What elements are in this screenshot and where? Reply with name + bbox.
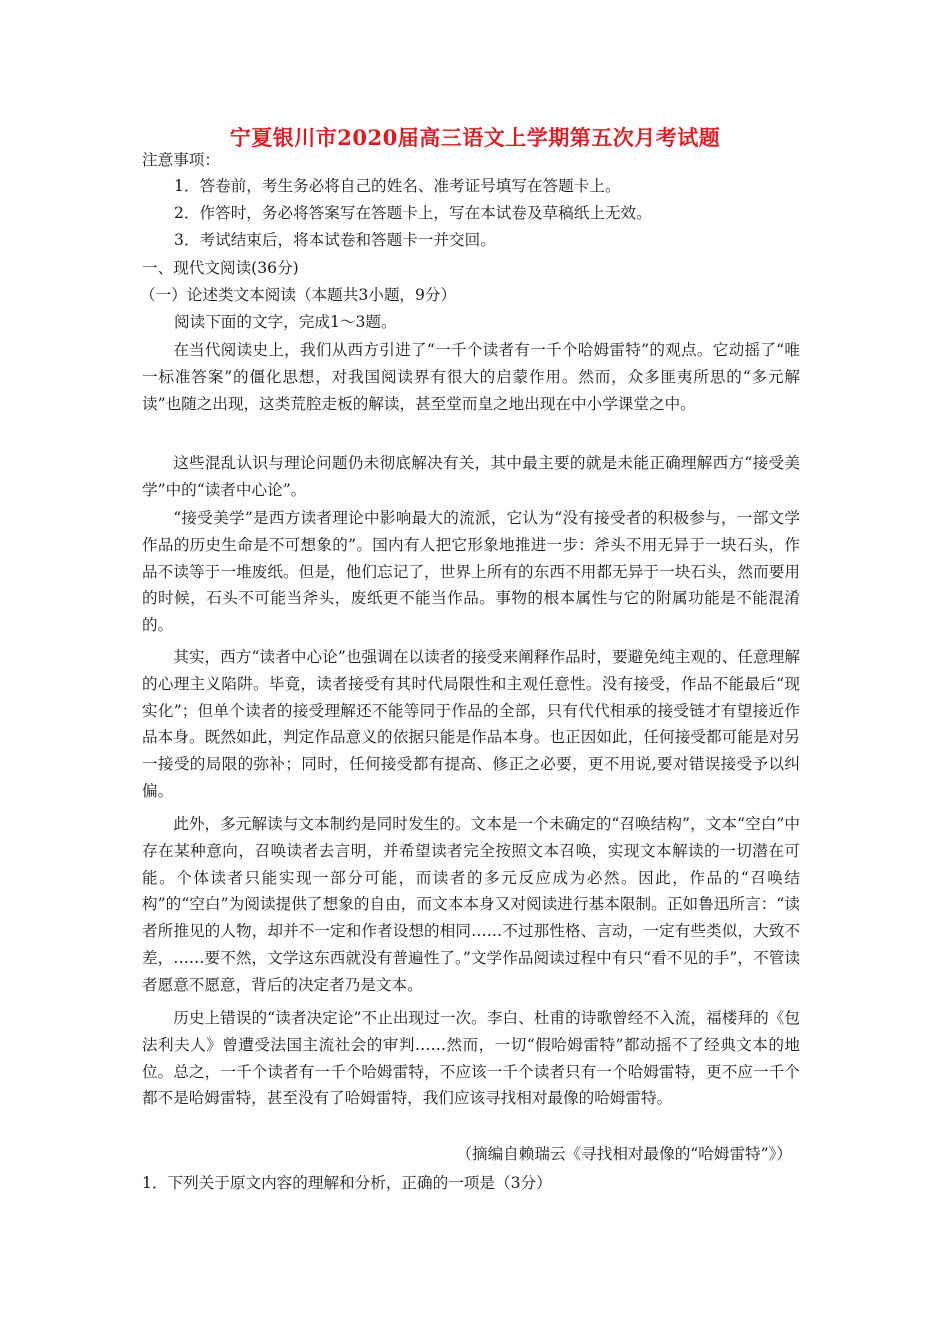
notice-item-2: 2．作答时，务必将答案写在答题卡上，写在本试卷及草稿纸上无效。 xyxy=(174,204,652,222)
paragraph-1: 在当代阅读史上，我们从西方引进了“一千个读者有一千个哈姆雷特”的观点。它动摇了“唯一标准答案”的僵化思想，对我国阅读界有很大的启蒙作用。然而，众多匪夷所思的“多元解读”也随之出现，这类荒腔走板的解读，甚至堂而皇之地出现在中小学课堂之中。 xyxy=(142,341,800,413)
subsection-heading: （一）论述类文本阅读（本题共3小题，9分） xyxy=(140,286,457,304)
notice-item-1: 1．答卷前，考生务必将自己的姓名、准考证号填写在答题卡上。 xyxy=(174,177,621,195)
paragraph-6: 历史上错误的“读者决定论”不止出现过一次。李白、杜甫的诗歌曾经不入流，福楼拜的《包法利夫人》曾遭受法国主流社会的审判……然而，一切“假哈姆雷特”都动摇不了经典文本的地位。总之，一千个读者有一千个哈姆雷特，不应该一千个读者只有一个哈姆雷特，更不应一千个都不是哈姆雷特，甚至没有了哈姆雷特，我们应该寻找相对最像的哈姆雷特。 xyxy=(142,1009,800,1108)
section-heading: 一、现代文阅读(36分) xyxy=(142,259,299,277)
notice-item-3: 3．考试结束后，将本试卷和答题卡一并交回。 xyxy=(174,231,496,249)
paragraph-2: 这些混乱认识与理论问题仍未彻底解决有关，其中最主要的就是未能正确理解西方“接受美学”中的“读者中心论”。 xyxy=(142,454,800,499)
paragraph-5: 此外，多元解读与文本制约是同时发生的。文本是一个未确定的“召唤结构”，文本“空白”中存在某种意向，召唤读者去言明，并希望读者完全按照文本召唤，实现文本解读的一切潜在可能。个体读者只能实现一部分可能，而读者的多元反应成为必然。因此，作品的“召唤结构”的“空白”为阅读提供了想象的自由，而文本本身又对阅读进行基本限制。正如鲁迅所言：“读者所推见的人物，却并不一定和作者设想的相同……不过那性格、言动，一定有些类似，大致不差，……要不然，文学这东西就没有普遍性了。”文学作品阅读过程中有只“看不见的手”，不管读者愿意不愿意，背后的决定者乃是文本。 xyxy=(142,815,800,994)
exam-title: 宁夏银川市2020届高三语文上学期第五次月考试题 xyxy=(229,125,721,150)
reading-instruction: 阅读下面的文字，完成1～3题。 xyxy=(174,313,397,331)
paragraph-4: 其实，西方“读者中心论”也强调在以读者的接受来阐释作品时，要避免纯主观的、任意理解的心理主义陷阱。毕竟，读者接受有其时代局限性和主观任意性。没有接受，作品不能最后“现实化”；但单个读者的接受理解还不能等同于作品的全部，只有代代相承的接受链才有望接近作品本身。既然如此，判定作品意义的依据只能是作品本身。也正因如此，任何接受都可能是对另一接受的局限的弥补；同时，任何接受都有提高、修正之必要，更不用说,要对错误接受予以纠偏。 xyxy=(142,648,800,800)
question-1-stem: 1．下列关于原文内容的理解和分析，正确的一项是（3分） xyxy=(142,1174,552,1192)
notice-heading: 注意事项： xyxy=(142,151,220,169)
source-citation: （摘编自赖瑞云《寻找相对最像的“哈姆雷特”》） xyxy=(456,1145,792,1163)
paragraph-3: “接受美学”是西方读者理论中影响最大的流派，它认为“没有接受者的积极参与，一部文学作品的历史生命是不可想象的”。国内有人把它形象地推进一步：斧头不用无异于一块石头，作品不读等于一堆废纸。但是，他们忘记了，世界上所有的东西不用都无异于一块石头，然而要用的时候，石头不可能当斧头，废纸更不能当作品。事物的根本属性与它的附属功能是不能混淆的。 xyxy=(142,509,800,635)
